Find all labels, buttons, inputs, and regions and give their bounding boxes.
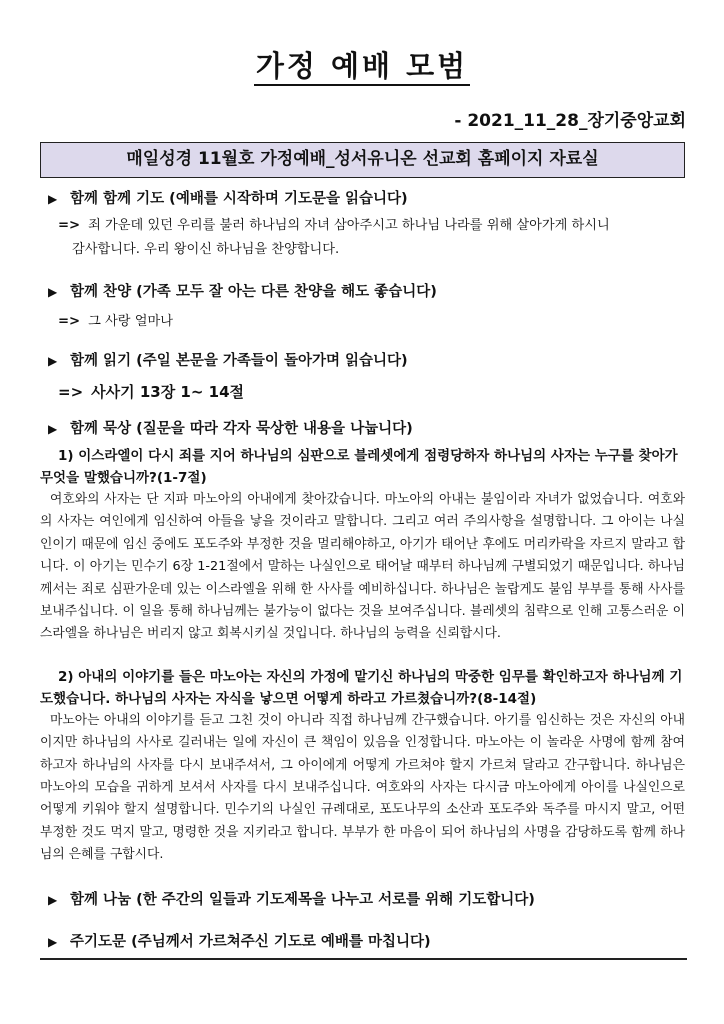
triangle-bullet-icon: ▶ <box>48 192 58 206</box>
section-meditation <box>40 418 685 867</box>
section-heading-text: 함께 묵상 (질문을 따라 각자 묵상한 내용을 나눕니다) <box>70 421 413 437</box>
section-heading-text: 주기도문 (주님께서 가르쳐주신 기도로 예배를 마칩니다) <box>70 933 431 950</box>
section-heading <box>40 418 685 440</box>
section-lords-prayer <box>40 931 685 953</box>
triangle-bullet-icon: ▶ <box>48 892 58 907</box>
arrow-icon: => <box>58 383 84 401</box>
section-heading <box>40 931 685 953</box>
section-reading <box>40 350 685 404</box>
section-heading-text: 함께 읽기 (주일 본문을 가족들이 돌아가며 읽습니다) <box>70 353 408 369</box>
section-sharing <box>40 889 685 911</box>
section-heading-text: 함께 나눔 (한 주간의 일들과 기도제목을 나누고 서로를 위해 기도합니다) <box>70 891 535 908</box>
prayer-text <box>58 214 685 238</box>
section-heading-text: 함께 함께 기도 (예배를 시작하며 기도문을 읽습니다) <box>70 191 408 207</box>
prayer-line-1: 죄 가운데 있던 우리를 불러 하나님의 자녀 삼아주시고 하나님 나라를 위해 살아가게 하시니 <box>88 218 610 233</box>
reading-passage-ref: 사사기 13장 1~ 14절 <box>91 383 245 401</box>
question-2: 2) 아내의 이야기를 들은 마노아는 자신의 가정에 맡기신 하나님의 막중한 임무를 확인하고자 하나님께 기도했습니다. 하나님의 사자는 자식을 낳으면 어떻게 하라고 가르쳤습니까?(8-14절) <box>40 668 683 707</box>
arrow-icon: => <box>58 314 81 329</box>
answer-paragraph-1: 여호와의 사자는 단 지파 마노아의 아내에게 찾아갔습니다. 마노아의 아내는 불임이라 자녀가 없었습니다. 여호와의 사자는 여인에게 임신하여 아들을 낳을 것이라고 말합니다. 그리고 여러 주의사항을 설명합니다. 그 아이는 나실인이기 때문에 임신 중에도 포도주와 부정한 것을 멀리해야하고, 아기가 태어난 후에도 머리카락을 자르지 말라고 합니다. 이 아기는 민수기 6장 1-21절에서 말하는 나실인으로 태어날 때부터 하나님께 구별되었기 때문입니다. 하나님께서는 죄로 심판가운데 있는 이스라엘을 위해 한 사사를 예비하십니다. 하나님은 놀랍게도 불임 부부를 통해 사사를 보내주십니다. 이 일을 통해 하나님께는 불가능이 없다는 것을 보여주십니다. 블레셋의 침략으로 인해 고통스러운 이스라엘을 하나님은 버리지 않고 회복시키실 것입니다. 하나님의 능력을 신뢰합시다. <box>40 492 685 642</box>
reading-passage <box>58 380 685 404</box>
triangle-bullet-icon: ▶ <box>48 354 58 368</box>
triangle-bullet-icon: ▶ <box>48 422 58 436</box>
section-prayer <box>40 188 685 262</box>
praise-song-title: 그 사랑 얼마나 <box>88 314 173 329</box>
arrow-icon: => <box>58 218 81 233</box>
praise-song <box>58 310 685 334</box>
section-heading <box>40 350 685 372</box>
section-heading <box>40 889 685 911</box>
section-heading <box>40 281 685 303</box>
section-praise <box>40 281 685 334</box>
bottom-divider <box>40 958 687 960</box>
answer-paragraph-2: 마노아는 아내의 이야기를 듣고 그친 것이 아니라 직접 하나님께 간구했습니다. 아기를 임신하는 것은 자신의 아내이지만 하나님의 사사로 길러내는 일에 자신이 큰 책임이 있음을 인정합니다. 마노아는 이 놀라운 사명에 함께 참여하고자 하나님의 사자를 다시 보내주셔서, 그 아이에게 어떻게 가르쳐야 할지 가르쳐 달라고 간구합니다. 하나님은 마노아의 모습을 귀하게 보셔서 사자를 다시 보내주십니다. 여호와의 사자는 다시금 마노아에게 아이를 나실인으로 어떻게 키워야 할지 설명합니다. 민수기의 나실인 규례대로, 포도나무의 소산과 포도주와 독주를 마시지 말고, 어떤 부정한 것도 먹지 말고, 명령한 것을 지키라고 합니다. 부부가 한 마음이 되어 하나님의 사명을 감당하도록 함께 하나님의 은혜를 구합시다. <box>40 712 685 863</box>
worship-content <box>40 188 685 953</box>
date-church-line: - 2021_11_28_장기중앙교회 <box>454 111 686 131</box>
triangle-bullet-icon: ▶ <box>48 934 58 949</box>
section-heading-text: 함께 찬양 (가족 모두 잘 아는 다른 찬양을 해도 좋습니다) <box>70 284 437 300</box>
document-title-block <box>0 44 724 85</box>
prayer-line-2: 감사합니다. 우리 왕이신 하나님을 찬양합니다. <box>72 242 340 257</box>
triangle-bullet-icon: ▶ <box>48 285 58 299</box>
question-1: 1) 이스라엘이 다시 죄를 지어 하나님의 심판으로 블레셋에게 점령당하자 하나님의 사자는 누구를 찾아가 무엇을 말했습니까?(1-7절) <box>40 448 678 486</box>
section-heading <box>40 188 685 210</box>
source-banner: 매일성경 11월호 가정예배_성서유니온 선교회 홈페이지 자료실 <box>40 142 685 178</box>
document-title: 가정 예배 모범 <box>254 49 470 86</box>
